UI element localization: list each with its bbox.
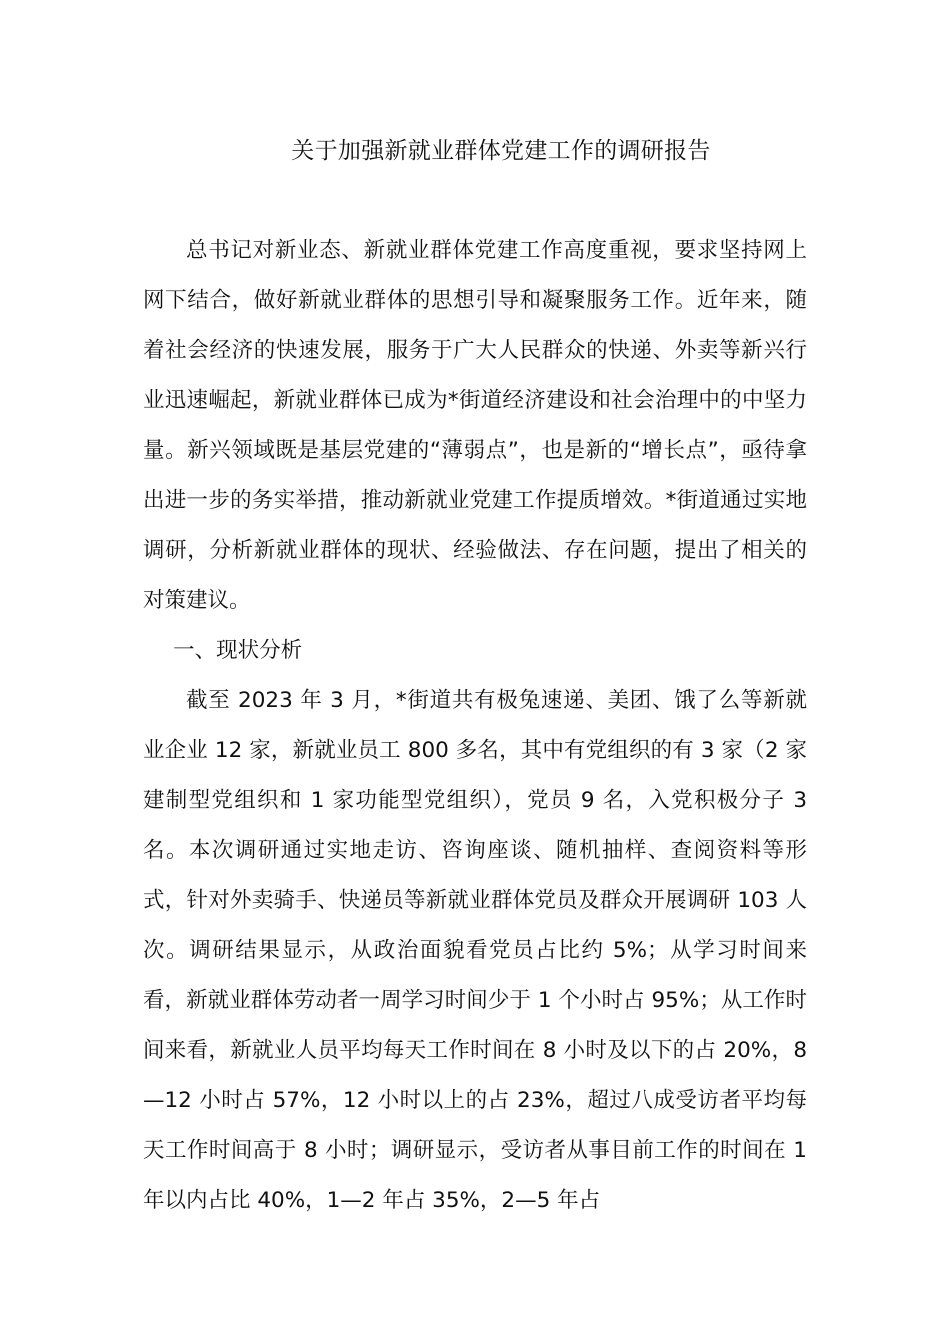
document-body xyxy=(143,226,807,1226)
section-heading: 一、现状分析 xyxy=(173,638,303,663)
intro-paragraph: 总书记对新业态、新就业群体党建工作高度重视，要求坚持网上网下结合，做好新就业群体的思想引导和凝聚服务工作。近年来，随着社会经济的快速发展，服务于广大人民群众的快递、外卖等新兴行业迅速崛起，新就业群体已成为*街道经济建设和社会治理中的中坚力量。新兴领域既是基层党建的“薄弱点”，也是新的“增长点”，亟待拿出进一步的务实举措，推动新就业党建工作提质增效。*街道通过实地调研，分析新就业群体的现状、经验做法、存在问题，提出了相关的对策建议。 xyxy=(143,238,807,613)
status-paragraph: 截至 2023 年 3 月，*街道共有极兔速递、美团、饿了么等新就业企业 12 家，新就业员工 800 多名，其中有党组织的有 3 家（2 家建制型党组织和 1 家功能型党组织），党员 9 名，入党积极分子 3 名。本次调研通过实地走访、咨询座谈、随机抽样、查阅资料等形式，针对外卖骑手、快递员等新就业群体党员及群众开展调研 103 人次。调研结果显示，从政治面貌看党员占比约 5%；从学习时间来看，新就业群体劳动者一周学习时间少于 1 个小时占 95%；从工作时间来看，新就业人员平均每天工作时间在 8 小时及以下的占 20%，8—12 小时占 57%，12 小时以上的占 23%，超过八成受访者平均每天工作时间高于 8 小时；调研显示，受访者从事目前工作的时间在 1 年以内占比 40%，1—2 年占 35%，2—5 年占 xyxy=(143,688,807,1213)
document-title: 关于加强新就业群体党建工作的调研报告 xyxy=(291,138,711,164)
